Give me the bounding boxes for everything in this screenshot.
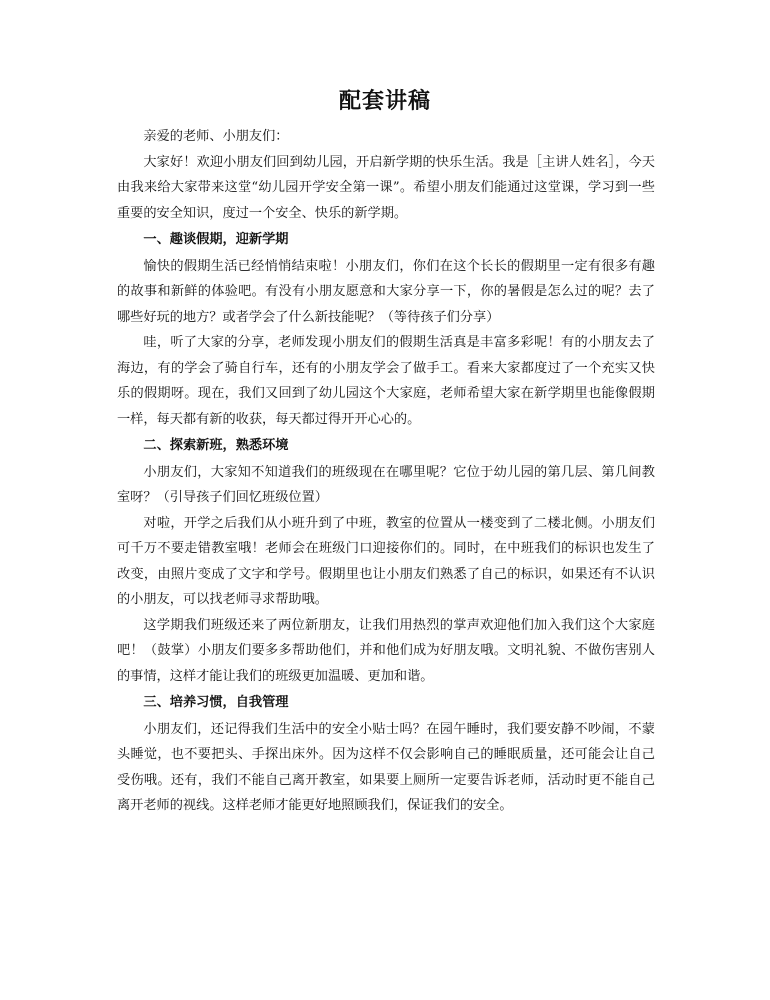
paragraph: 对啦，开学之后我们从小班升到了中班，教室的位置从一楼变到了二楼北侧。小朋友们可千万不要走错教室哦！老师会在班级门口迎接你们的。同时，在中班我们的标识也发生了改变，由照片变成了文字和学号。假期里也让小朋友们熟悉了自己的标识，如果还有不认识的小朋友，可以找老师寻求帮助哦。 — [117, 515, 655, 607]
section-habits — [117, 689, 655, 819]
paragraph: 小朋友们，大家知不知道我们的班级现在在哪里呢？它位于幼儿园的第几层、第几间教室呀？（引导孩子们回忆班级位置） — [117, 464, 655, 505]
page-title: 配套讲稿 — [338, 88, 431, 114]
paragraph: 小朋友们，还记得我们生活中的安全小贴士吗？在园午睡时，我们要安静不吵闹，不蒙头睡觉，也不要把头、手探出床外。因为这样不仅会影响自己的睡眠质量，还可能会让自己受伤哦。还有，我们不能自己离开教室，如果要上厕所一定要告诉老师，活动时更不能自己离开老师的视线。这样老师才能更好地照顾我们，保证我们的安全。 — [117, 721, 655, 813]
section-heading: 二、探索新班，熟悉环境 — [143, 438, 289, 453]
greeting: 亲爱的老师、小朋友们： — [143, 129, 289, 144]
intro-paragraph: 大家好！欢迎小朋友们回到幼儿园，开启新学期的快乐生活。我是［主讲人姓名］，今天由我来给大家带来这堂“幼儿园开学安全第一课”。希望小朋友们能通过这堂课，学习到一些重要的安全知识，度过一个安全、快乐的新学期。 — [117, 154, 655, 221]
section-holiday — [117, 226, 655, 432]
paragraph: 哇，听了大家的分享，老师发现小朋友们的假期生活真是丰富多彩呢！有的小朋友去了海边，有的学会了骑自行车，还有的小朋友学会了做手工。看来大家都度过了一个充实又快乐的假期呀。现在，我们又回到了幼儿园这个大家庭，老师希望大家在新学期里也能像假期一样，每天都有新的收获，每天都过得开开心心的。 — [117, 335, 655, 427]
document-body — [117, 124, 655, 819]
paragraph: 这学期我们班级还来了两位新朋友，让我们用热烈的掌声欢迎他们加入我们这个大家庭吧！（鼓掌）小朋友们要多多帮助他们，并和他们成为好朋友哦。文明礼貌、不做伤害别人的事情，这样才能让我们的班级更加温暖、更加和谐。 — [117, 617, 655, 684]
section-heading: 一、趣谈假期，迎新学期 — [143, 232, 289, 247]
paragraph: 愉快的假期生活已经悄悄结束啦！小朋友们，你们在这个长长的假期里一定有很多有趣的故事和新鲜的体验吧。有没有小朋友愿意和大家分享一下，你的暑假是怎么过的呢？去了哪些好玩的地方？或者学会了什么新技能呢？（等待孩子们分享） — [117, 258, 655, 325]
section-heading: 三、培养习惯，自我管理 — [143, 695, 289, 710]
section-new-class — [117, 432, 655, 689]
